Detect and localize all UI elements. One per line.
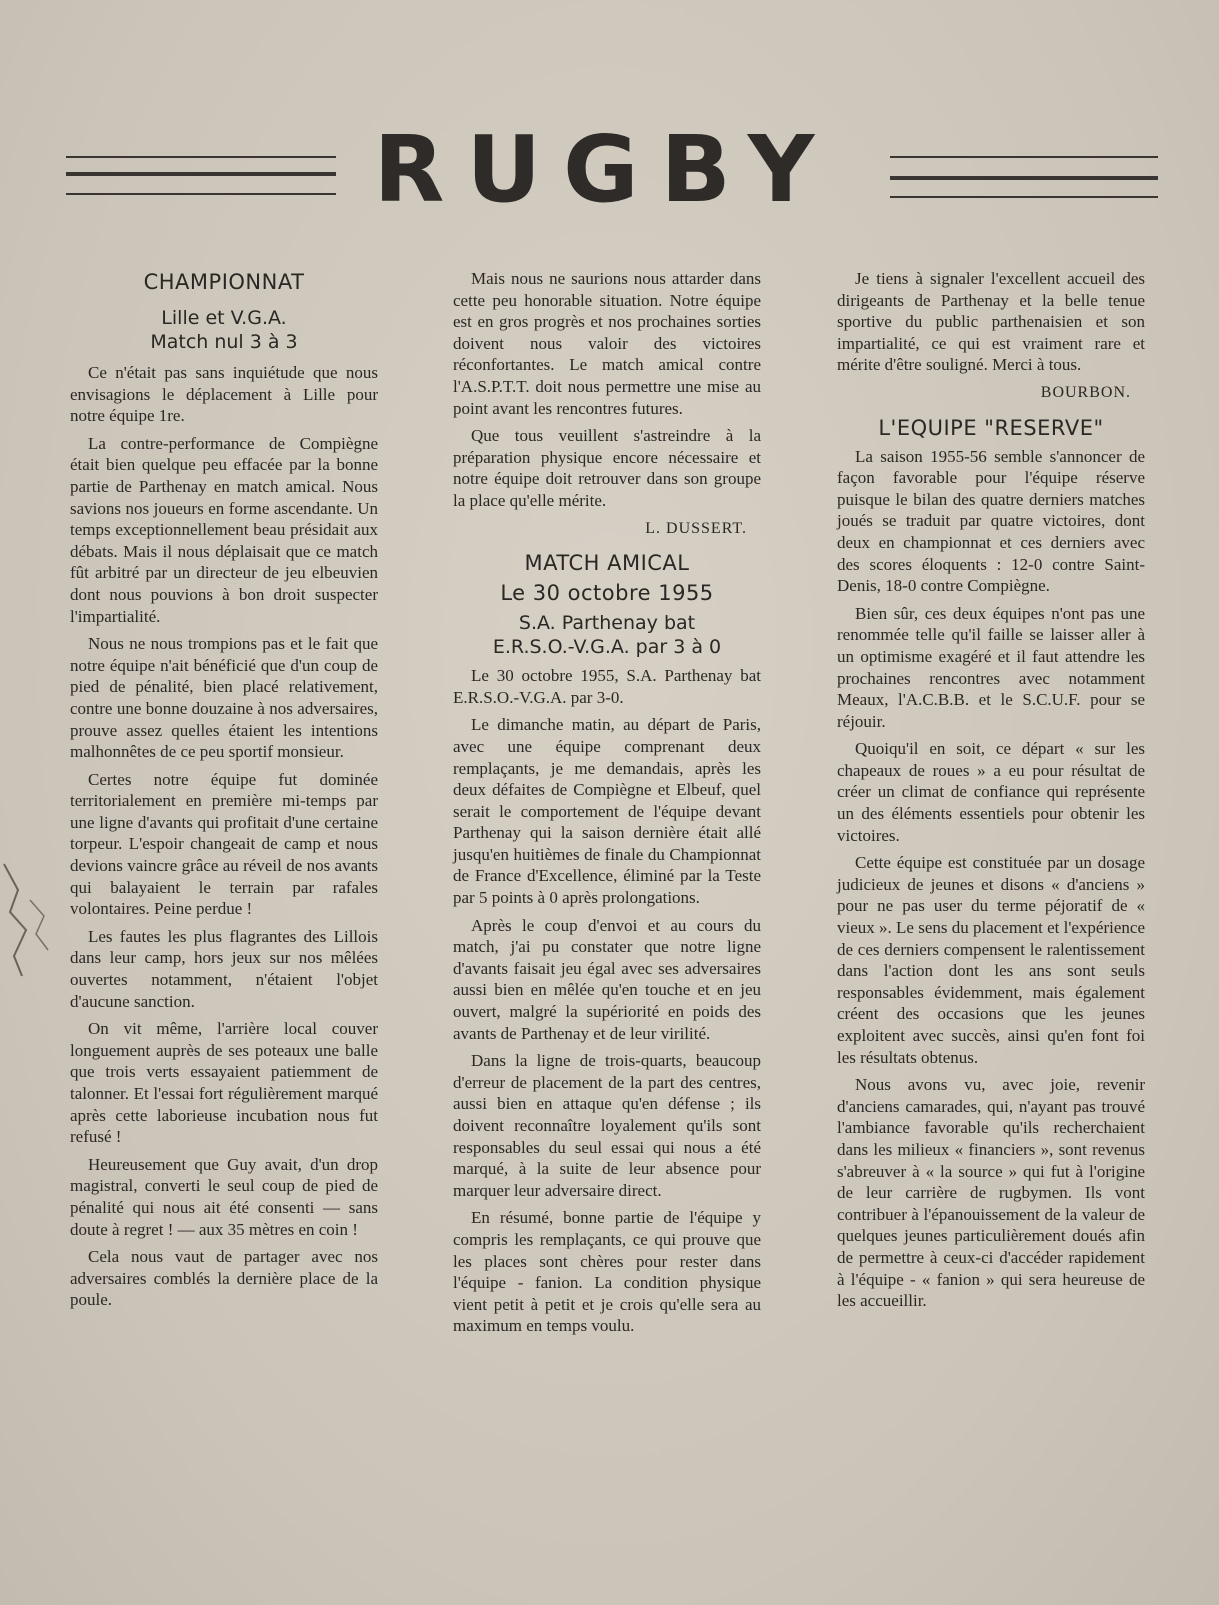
paragraph: La saison 1955-56 semble s'annoncer de façon favorable pour l'équipe réserve puisque le bilan des quatre derniers matches joués se traduit par quatre victoires, dont deux en championnat et ces derniers avec des scores éloquents : 12-0 contre Saint-Denis, 18-0 contre Compiègne. [837,446,1145,596]
paragraph: Ce n'était pas sans inquiétude que nous envisagions le déplacement à Lille pour notre équipe 1re. [70,363,378,426]
paper-tear-mark [0,860,60,980]
paragraph: Le dimanche matin, au départ de Paris, avec une équipe comprenant deux remplaçants, je me demandais, après les deux défaites de Compiègne et Elbeuf, quel serait le comportement de l'équipe devant Parthenay qui la saison dernière était allé jusqu'en huitièmes de finale du Championnat de France d'Excellence, éliminé par la Teste par 5 points à 0 après prolongations. [453,715,761,908]
right-rule-top [890,156,1158,158]
paragraph: Quoiqu'il en soit, ce départ « sur les chapeaux de roues » a eu pour résultat de créer un climat de confiance qui représente un des éléments essentiels pour obtenir les victoires. [837,739,1145,845]
paragraph: Le 30 octobre 1955, S.A. Parthenay bat E.R.S.O.-V.G.A. par 3-0. [453,666,761,707]
masthead [0,116,1219,223]
right-rule-bottom [890,196,1158,198]
match-date-subhead: Le 30 octobre 1955 [500,581,714,606]
signature-dussert: L. DUSSERT. [645,519,747,537]
paragraph: On vit même, l'arrière local couver longuement auprès de ses poteaux une balle que trois verts essayaient patiemment de talonner. Et l'essai fort régulièrement marqué après cette laborieuse incubation nous fut refusé ! [70,1019,378,1147]
equipe-reserve-heading: L'EQUIPE "RESERVE" [878,415,1104,440]
right-rule-middle [890,176,1158,180]
paragraph: Cela nous vaut de partager avec nos adversaires comblés la dernière place de la poule. [70,1247,378,1310]
paragraph: Mais nous ne saurions nous attarder dans cette peu honorable situation. Notre équipe est en gros progrès et nos prochaines sorties doivent nous valoir des victoires réconfortantes. Le match amical contre l'A.S.P.T.T. doit nous permettre une mise au point avant les rencontres futures. [453,269,761,418]
match-amical-heading: MATCH AMICAL [524,551,690,576]
paragraph: Nous avons vu, avec joie, revenir d'anciens camarades, qui, n'ayant pas trouvé l'ambiance favorable qu'ils recherchaient dans les milieux « financiers », sont revenus s'abreuver à « la source » qui fut à l'origine de leur carrière de rugbymen. Ils vont contribuer à l'épanouissement de la valeur de quelques jeunes particulièrement doués afin de permettre à ceux-ci d'accéder rapidement à l'équipe - « fanion » qui sera heureuse de les accueillir. [837,1075,1145,1311]
paragraph: Je tiens à signaler l'excellent accueil des dirigeants de Parthenay et la belle tenue sportive du public parthenaisien et son impartialité, ce qui est vraiment rare et mérite d'être souligné. Merci à tous. [837,269,1145,375]
column-championnat [70,268,378,1317]
paragraph: Bien sûr, ces deux équipes n'ont pas une renommée telle qu'il faille se laisser aller à un optimisme exagéré et il faut attendre les prochaines rencontres avec notamment Meaux, l'A.C.B.B. et le S.C.U.F. pour se réjouir. [837,603,1145,731]
parthenay-subhead: S.A. Parthenay bat [518,612,696,635]
paragraph: La contre-performance de Compiègne était bien quelque peu effacée par la bonne partie de Parthenay en match amical. Nous savions nos joueurs en forme ascendante. Un temps exceptionnellement beau présidait aux débats. Mais il nous déplaisait que ce match fût arbitré par un directeur de jeu elbeuvien dont nous pouvions à bon droit suspecter l'impartialité. [70,433,378,626]
championnat-heading: CHAMPIONNAT [143,270,305,294]
left-rule-top [66,156,336,158]
score-subhead: E.R.S.O.-V.G.A. par 3 à 0 [492,636,722,659]
paragraph: Certes notre équipe fut dominée territorialement en première mi-temps par une ligne d'avants qui profitait d'une certaine torpeur. L'espoir changeait de camp et nous devions vaincre grâce au réveil de nos avants qui balayaient le terrain par rafales volontaires. Peine perdue ! [70,769,378,919]
paragraph: Que tous veuillent s'astreindre à la préparation physique encore nécessaire et notre équipe doit retrouver dans son groupe la place qu'elle mérite. [453,426,761,510]
lille-subhead: Lille et V.G.A. [161,307,287,329]
paragraph: Les fautes les plus flagrantes des Lillois dans leur camp, hors jeux sur nos mêlées ouvertes notamment, n'étaient l'objet d'aucune sanction. [70,926,378,1011]
paragraph: Dans la ligne de trois-quarts, beaucoup d'erreur de placement de la part des centres, aussi bien en attaque qu'en défense ; ils doivent reconnaître loyalement qu'ils sont responsables du seul essai qui nous a été marqué, à la suite de leur absence pour marquer leur adversaire direct. [453,1051,761,1200]
left-rule-middle [66,172,336,176]
signature-bourbon: BOURBON. [1040,383,1131,401]
paragraph: En résumé, bonne partie de l'équipe y compris les remplaçants, ce qui prouve que les places sont chères pour rester dans l'équipe - fanion. La condition physique vient petit à petit et je crois qu'elle sera au maximum en temps voulu. [453,1208,761,1336]
column-equipe-reserve [837,268,1145,1318]
left-rule-bottom [66,193,336,195]
column-match-amical [453,268,761,1343]
paragraph: Cette équipe est constituée par un dosage judicieux de jeunes et disons « d'anciens » pour ne pas user du terme péjoratif de « vieux ». Le sens du placement et l'expérience de ces derniers compensent le ralentissement dans l'action dont les ans sont seuls responsables évidemment, mais également créent des occasions que les jeunes exploitent avec succès, ainsi qu'en font foi les résultats obtenus. [837,853,1145,1067]
paragraph: Après le coup d'envoi et au cours du match, j'ai pu constater que notre ligne d'avants faisait jeu égal avec ses adversaires aussi bien en mêlée qu'en touche et en jeu ouvert, malgré la supériorité en poids des avants de Parthenay et de leur virilité. [453,915,761,1043]
paragraph: Heureusement que Guy avait, d'un drop magistral, converti le seul coup de pied de pénalité qui nous ait été consenti — sans doute à regret ! — aux 35 mètres en coin ! [70,1154,378,1239]
match-nul-subhead: Match nul 3 à 3 [150,331,298,353]
page-title: RUGBY [373,116,837,223]
paragraph: Nous ne nous trompions pas et le fait que notre équipe n'ait bénéficié que d'un coup de pied de pénalité, bien placé relativement, contre une bonne douzaine à nos adversaires, prouve assez quelles étaient les intentions malhonnêtes de ce peu sportif monsieur. [70,634,378,762]
